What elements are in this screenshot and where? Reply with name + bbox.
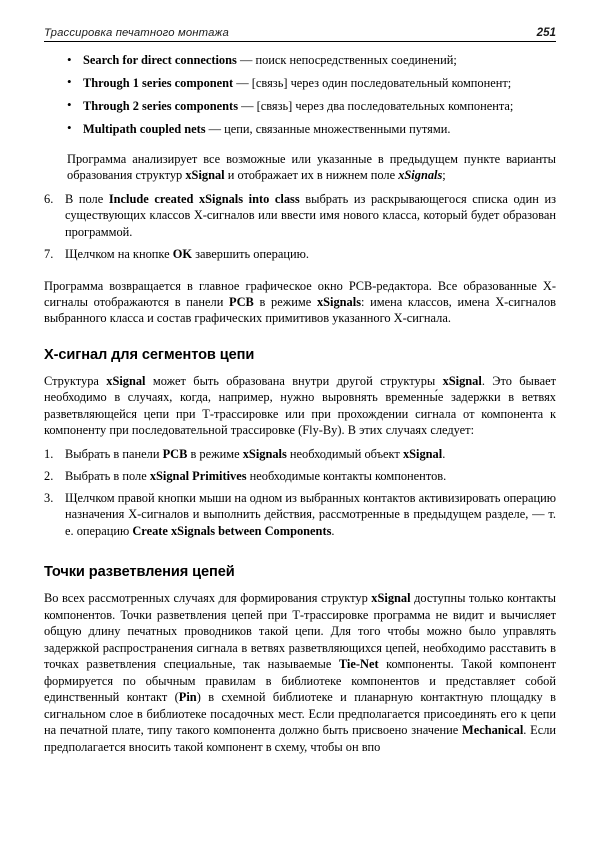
text-run: Щелчком правой кнопки мыши на одном из выбранных контактов активизировать операцию назначения X-сигналов и выполнить действия, рассмотренные в предыдущем разделе, — т. е. операцию: [65, 490, 556, 538]
bold-term: xSignal: [442, 373, 482, 388]
step-number: 2.: [44, 468, 54, 483]
list-item: [44, 75, 556, 91]
text-run: необходимый объект: [286, 446, 403, 461]
step-number: 1.: [44, 446, 54, 461]
bullet-term: Through 1 series component: [83, 75, 234, 90]
bullet-desc: поиск непосредственных соединений;: [255, 53, 457, 67]
xsignal-step-list: [44, 446, 556, 539]
list-item: [44, 121, 556, 137]
text-run: в режиме: [253, 294, 317, 309]
text-run: в режиме: [187, 446, 243, 461]
bold-term: PCB: [229, 294, 254, 309]
text-run: необходимые контакты компонентов.: [246, 468, 447, 483]
bullet-dash: —: [236, 53, 256, 67]
text-run: Структура: [44, 373, 107, 388]
bullet-term: Multipath coupled nets: [83, 121, 206, 136]
bullet-term: Through 2 series components: [83, 98, 239, 113]
text-run: . Если предполагается вносить такой компонент в схему, чтобы он впо: [44, 723, 557, 754]
bold-term: OK: [172, 246, 192, 261]
paragraph-pcb-editor: [44, 278, 556, 327]
paragraph-tie-net: [44, 590, 556, 755]
list-item: [44, 52, 556, 68]
bold-term: PCB: [162, 446, 188, 461]
feature-bullet-list: [44, 52, 556, 137]
text-run: завершить операцию.: [192, 246, 309, 261]
text-run: ;: [442, 168, 446, 183]
bold-term: Create xSignals between Components: [132, 523, 332, 538]
text-run: .: [442, 446, 446, 461]
bold-term: xSignal Primitives: [149, 468, 247, 483]
step-number: 6.: [44, 191, 54, 206]
bold-term: xSignal: [185, 168, 225, 183]
list-item: [44, 98, 556, 114]
paragraph-xsignal-structure: [44, 373, 556, 439]
text-run: компоненты. Такой компонент формируется по обычным правилам в библиотеке компонентов и представляет собой единственный контакт (: [44, 657, 556, 705]
text-run: ) в схемной библиотеке и планарную контактную площадку в сигнальном слое в библиотеке посадочных мест. Если предполагается присоединять его к цепи на печатной плате, типу такого компонента должно быть присвоено значение: [44, 690, 557, 738]
list-item: [44, 446, 556, 462]
page-content: [44, 52, 556, 755]
step-number: 7.: [44, 246, 54, 261]
bold-term: xSignals: [242, 446, 287, 461]
section-heading-branch-points: Точки разветвления цепей: [44, 564, 235, 581]
text-run: Программа возвращается в главное графическое окно PCB-редактора. Все образованные X-сигналы отображаются в панели: [44, 278, 556, 309]
list-item: [44, 490, 556, 539]
bold-term: xSignal: [371, 591, 411, 606]
text-run: доступны только контакты компонентов. Точки разветвления цепей при Т-трассировке программа не видит и вычисляет общую длину печатных проводников такой цепи. Для того чтобы можно было управлять задержкой распространения сигнала в ветвях разветвляющихся цепей, необходимо расставить в точках разветвления специальные, так называемые: [44, 591, 557, 672]
bold-term: xSignal: [106, 373, 146, 388]
text-run: Щелчком на кнопке: [65, 246, 173, 261]
numbered-step-list: [44, 191, 556, 262]
text-run: Выбрать в панели: [65, 446, 163, 461]
bold-term: Pin: [178, 690, 197, 705]
bullet-dash: —: [233, 75, 252, 90]
bold-term: Include created xSignals into class: [108, 191, 300, 206]
text-run: Выбрать в поле: [65, 468, 150, 483]
text-run: .: [331, 523, 335, 538]
step-number: 3.: [44, 490, 54, 505]
bullet-desc: [связь] через один последовательный компонент;: [251, 75, 512, 90]
bold-term: xSignals: [316, 294, 362, 309]
text-run: и отображает их в нижнем поле: [224, 168, 399, 183]
bullet-desc: цепи, связанные множественными путями.: [224, 121, 451, 136]
bullet-term: Search for direct connections: [83, 53, 237, 67]
bold-italic-term: xSignals: [398, 168, 443, 183]
bold-term: xSignal: [402, 446, 443, 461]
text-run: Программа анализирует все возможные или указанные в предыдущем пункте варианты образования структур: [67, 151, 556, 183]
bold-term: Mechanical: [462, 723, 524, 738]
bullet-dash: —: [205, 121, 225, 136]
text-run: может быть образована внутри другой структуры: [145, 373, 443, 388]
list-item: [44, 246, 556, 262]
text-run: В поле: [65, 191, 109, 206]
page-number: 251: [536, 26, 556, 39]
text-run: выбрать из раскрывающегося списка один из существующих классов X-сигналов или ввести имя нового класса, который будет образован программой.: [65, 191, 557, 239]
text-run: Во всех рассмотренных случаях для формирования структур: [44, 591, 372, 606]
paragraph-after-bullets: [44, 151, 556, 184]
bullet-desc: [связь] через два последовательных компонента;: [256, 98, 514, 113]
bold-term: Tie-Net: [338, 657, 379, 672]
list-item: [44, 468, 556, 484]
bullet-dash: —: [238, 98, 257, 113]
text-run: . Это бывает необходимо в случаях, когда, например, нужно выровнять временны́е задержки в ветвях разветвляющейся цепи при Т-трассировке или при прохождении сигнала от компонента к компоненту при последовательной трассировке (Fly-By). В этих случаях следует:: [44, 373, 556, 438]
section-heading-xsignal-segments: Х-сигнал для сегментов цепи: [44, 346, 255, 363]
text-run: : имена классов, имена X-сигналов выбранного класса и состав графических примитивов указанного X-сигнала.: [44, 294, 556, 326]
page-header: [44, 26, 556, 42]
list-item: [44, 191, 556, 240]
header-title: Трассировка печатного монтажа: [44, 27, 229, 39]
